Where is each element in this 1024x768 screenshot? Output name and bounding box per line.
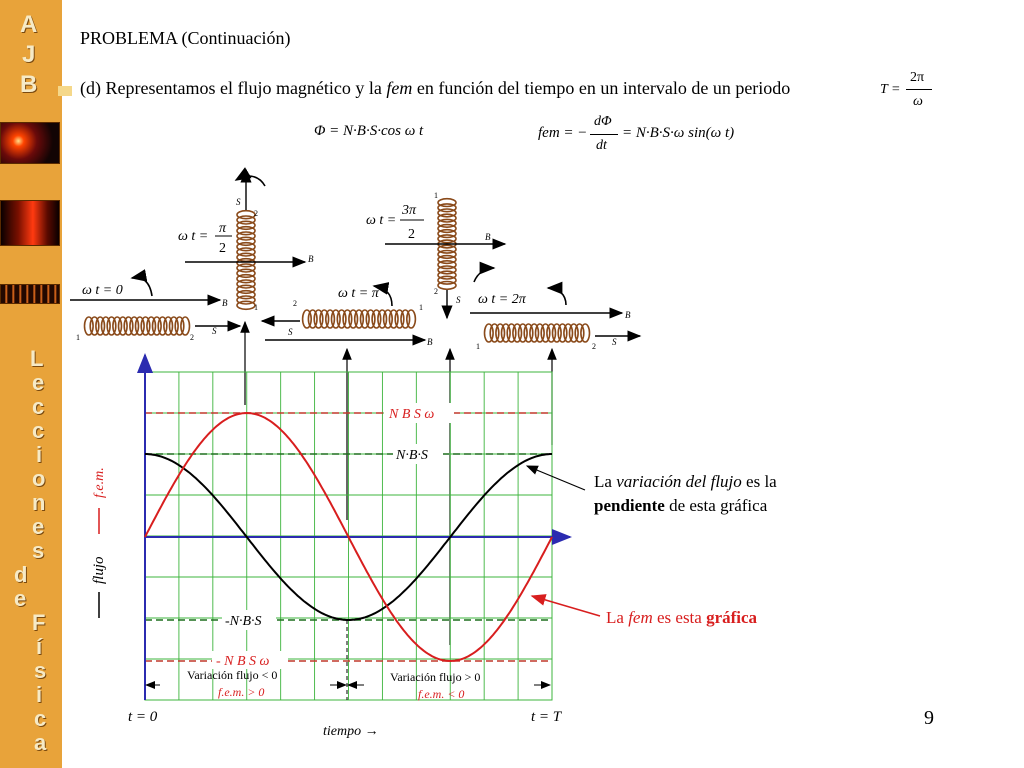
fem-text-em: fem — [628, 608, 653, 627]
s-vector-label: S⃗ — [236, 197, 248, 207]
legend-fem-label: f.e.m. — [92, 467, 107, 498]
angle-label-3pi2: ω t = — [366, 213, 397, 228]
t-end-label: t = T — [531, 709, 562, 725]
page-title: PROBLEMA (Continuación) — [80, 28, 291, 48]
fem-text-2: es esta — [656, 608, 702, 627]
flux-formula: Φ = N·B·S·cos ω t — [314, 123, 424, 139]
slope-text-1: La — [594, 472, 612, 491]
coil-turn — [237, 301, 255, 309]
coil-horizontal-t0 — [85, 317, 190, 335]
angle-frac-num: 3π — [402, 203, 417, 218]
fem-max-label: N B S ω — [389, 407, 435, 422]
angle-label-pi2: ω t = — [178, 229, 209, 244]
logo-letter-j: J — [22, 41, 36, 68]
coil-end-label: 1 — [476, 342, 480, 351]
s-vector-label: S⃗ — [456, 295, 468, 305]
coil-turn — [581, 324, 590, 342]
slope-text-bold: pendiente — [594, 496, 665, 515]
title-letter: a — [34, 730, 47, 755]
title-letter: F — [32, 610, 46, 635]
angle-label-0: ω t = 0 — [82, 283, 123, 298]
title-letter: n — [32, 490, 46, 515]
angle-frac-den: 2 — [408, 227, 415, 242]
slope-annotation — [594, 470, 777, 518]
title-letter: d — [14, 562, 28, 587]
fem-formula-rhs: = N·B·S·ω sin(ω t) — [622, 125, 735, 141]
coil-vertical-tpi2 — [237, 211, 255, 310]
coil-end-label: 2 — [293, 299, 297, 308]
fem-min-label: - N B S ω — [216, 654, 270, 669]
page-number: 9 — [924, 707, 934, 729]
t-start-text: t = 0 — [128, 709, 158, 725]
angle-frac-num: π — [219, 221, 227, 236]
period-num: 2π — [910, 70, 925, 85]
coil-end-label: 1 — [419, 303, 423, 312]
interval-right-title: Variación flujo > 0 — [390, 670, 481, 684]
coil-horizontal-tpi — [303, 310, 416, 328]
flux-max-label: N·B·S — [396, 448, 428, 463]
b-vector-label: B⃗ — [222, 298, 235, 308]
rotation-arrow — [548, 288, 566, 305]
title-letter: L — [30, 346, 44, 371]
coil-end-label: 2 — [254, 209, 258, 218]
b-vector-label: B⃗ — [485, 232, 498, 242]
legend-flux-label: flujo — [91, 556, 107, 584]
title-letter: e — [32, 514, 45, 539]
coil-end-label: 1 — [434, 191, 438, 200]
title-letter: i — [36, 682, 43, 707]
legend — [91, 467, 107, 618]
s-vector-label: S⃗ — [612, 337, 624, 347]
logo-letter-b: B — [20, 71, 38, 98]
coil-end-label: 2 — [190, 333, 194, 342]
coil-turn — [438, 282, 456, 290]
t-start-label — [128, 709, 157, 726]
fem-text-1: La — [606, 608, 624, 627]
title-letter: e — [14, 586, 27, 611]
slope-text-em: variación del flujo — [616, 472, 742, 491]
s-vector-label: S⃗ — [288, 327, 300, 337]
angle-frac-den: 2 — [219, 241, 226, 256]
title-letter: c — [32, 394, 45, 419]
b-vector-label: B⃗ — [625, 310, 638, 320]
rotation-arrow — [236, 176, 265, 186]
coil-end-label: 2 — [592, 342, 596, 351]
title-letter: s — [34, 658, 47, 683]
b-vector-label: B⃗ — [427, 337, 440, 347]
title-letter: o — [32, 466, 46, 491]
s-vector-label: S⃗ — [212, 326, 224, 336]
rotation-arrow — [132, 278, 152, 296]
period-den: ω — [913, 94, 923, 109]
title-letter: e — [32, 370, 45, 395]
coil-turn — [181, 317, 190, 335]
logo-letter-a: A — [20, 11, 38, 38]
fem-formula-den: dt — [596, 138, 607, 153]
fem-annotation — [606, 608, 757, 628]
coil-end-label: 1 — [254, 303, 258, 312]
title-letter: i — [36, 442, 43, 467]
rotation-arrow — [474, 268, 494, 282]
intro-em: fem — [386, 78, 413, 98]
fem-text-bold: gráfica — [706, 608, 758, 627]
slope-text-2: es la — [746, 472, 777, 491]
title-letter: c — [34, 706, 47, 731]
angle-label-2pi: ω t = 2π — [478, 292, 526, 307]
coil-turn — [407, 310, 416, 328]
period-lhs: T = — [880, 82, 901, 97]
angle-label-pi: ω t = π — [338, 286, 379, 301]
x-axis-label — [323, 724, 379, 740]
fem-formula-lhs: fem = − — [538, 125, 588, 141]
interval-right-sub: f.e.m. < 0 — [418, 687, 465, 701]
slope-text-3: de esta gráfica — [669, 496, 768, 515]
intro-start: (d) Representamos el flujo magnético y la — [80, 78, 382, 98]
x-axis-arrow-icon: → — [364, 724, 379, 739]
interval-left-sub: f.e.m. > 0 — [218, 685, 265, 699]
title-letter: s — [32, 538, 45, 563]
coil-horizontal-t2pi — [485, 324, 590, 342]
coil-end-label: 1 — [76, 333, 80, 342]
flux-min-label: -N·B·S — [225, 614, 262, 629]
b-vector-label: B⃗ — [308, 254, 321, 264]
interval-left-title: Variación flujo < 0 — [187, 668, 278, 682]
coil-end-label: 2 — [434, 287, 438, 296]
x-axis-text: tiempo — [323, 724, 362, 739]
slope-pointer-arrow — [527, 466, 585, 490]
title-letter: c — [32, 418, 45, 443]
intro-rest: en función del tiempo en un intervalo de un periodo — [416, 78, 791, 98]
title-letter: í — [36, 634, 43, 659]
fem-formula-num: dΦ — [594, 114, 612, 129]
fem-pointer-arrow — [532, 596, 600, 616]
